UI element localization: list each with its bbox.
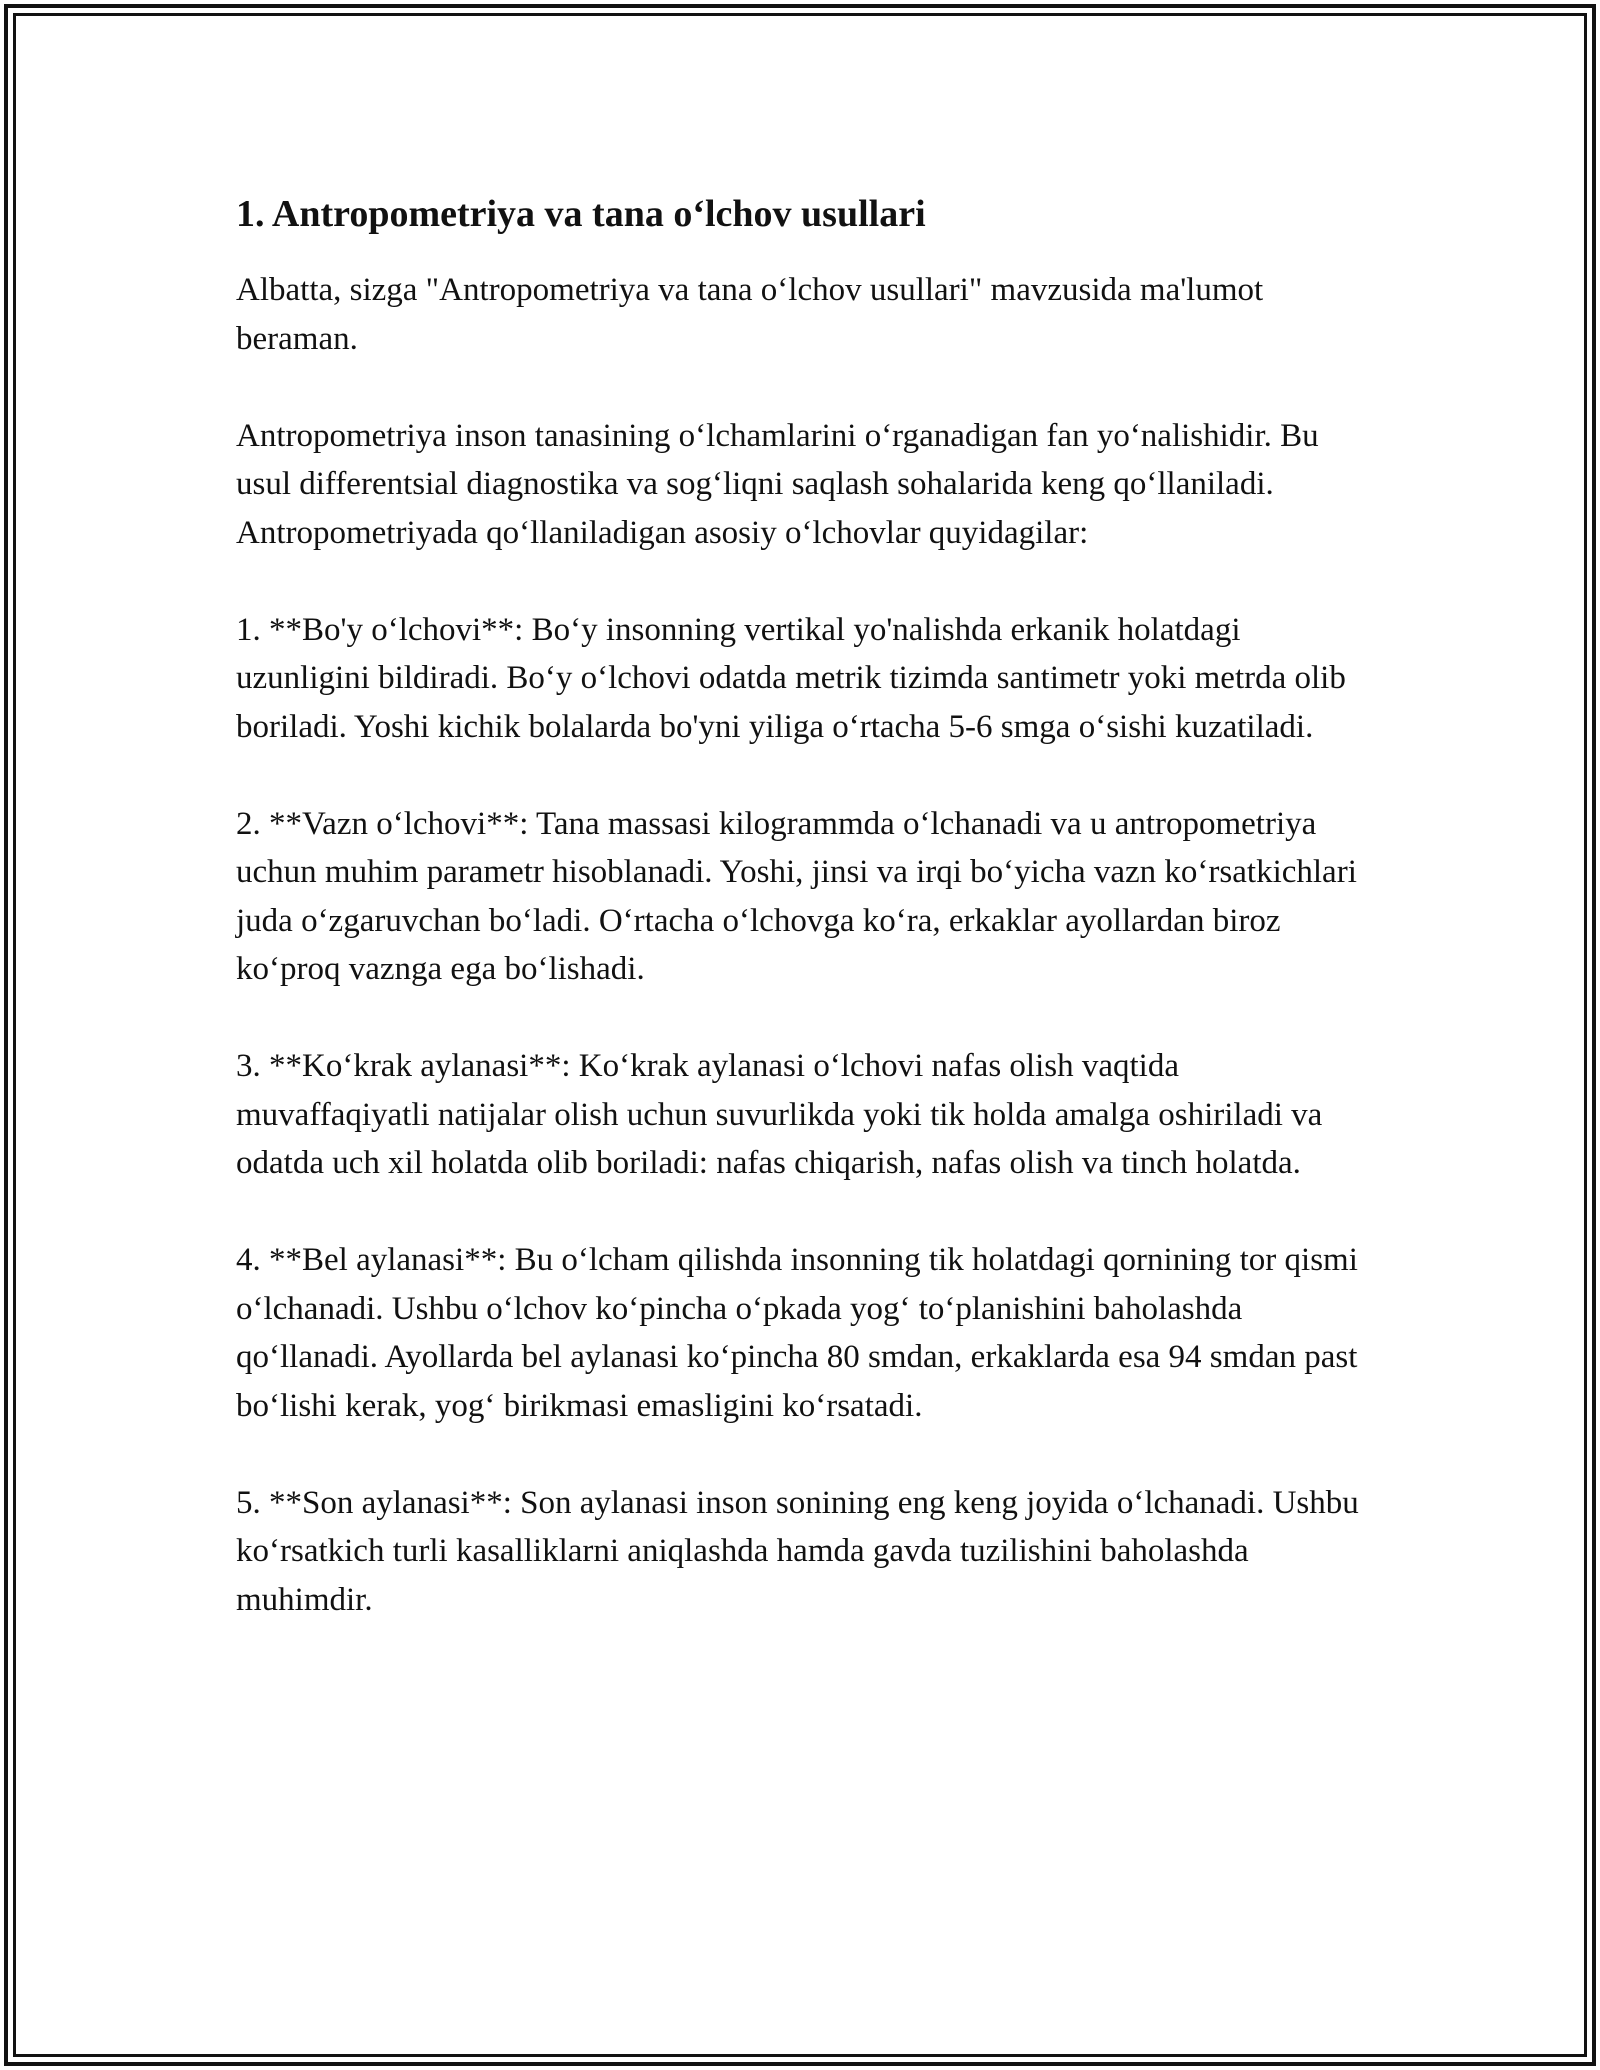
definition-paragraph: Antropometriya inson tanasining o‘lchamlarini o‘rganadigan fan yo‘nalishidir. Bu usul differentsial diagnostika va sog‘liqni saqlash sohalarida keng qo‘llaniladi. Antropometriyada qo‘llaniladigan asosiy o‘lchovlar quyidagilar: — [236, 417, 1319, 551]
height-measurement-paragraph: 1. **Bo'y o‘lchovi**: Bo‘y insonning vertikal yo'nalishda erkanik holatdagi uzunligini bildiradi. Bo‘y o‘lchovi odatda metrik tizimda santimetr yoki metrda olib boriladi. Yoshi kichik bolalarda bo'yni yiliga o‘rtacha 5-6 smga o‘sishi kuzatiladi. — [236, 611, 1346, 745]
chest-circumference-paragraph: 3. **Ko‘krak aylanasi**: Ko‘krak aylanasi o‘lchovi nafas olish vaqtida muvaffaqiyatli natijalar olish uchun suvurlikda yoki tik holda amalga oshiriladi va odatda uch xil holatda olib boriladi: nafas chiqarish, nafas olish va tinch holatda. — [236, 1048, 1323, 1181]
thigh-circumference-paragraph: 5. **Son aylanasi**: Son aylanasi inson sonining eng keng joyida o‘lchanadi. Ushbu ko‘rsatkich turli kasalliklarni aniqlashda hamda gavda tuzilishini baholashda muhimdir. — [236, 1484, 1359, 1618]
waist-circumference-paragraph: 4. **Bel aylanasi**: Bu o‘lcham qilishda insonning tik holatdagi qornining tor qismi o‘lchanadi. Ushbu o‘lchov ko‘pincha o‘pkada yog‘ to‘planishini baholashda qo‘llanadi. Ayollarda bel aylanasi ko‘pincha 80 smdan, erkaklarda esa 94 smdan past bo‘lishi kerak, yog‘ birikmasi emasligini ko‘rsatadi. — [236, 1242, 1358, 1424]
weight-measurement-paragraph: 2. **Vazn o‘lchovi**: Tana massasi kilogrammda o‘lchanadi va u antropometriya uchun muhim parametr hisoblanadi. Yoshi, jinsi va irqi bo‘yicha vazn ko‘rsatkichlari juda o‘zgaruvchan bo‘ladi. O‘rtacha o‘lchovga ko‘ra, erkaklar ayollardan biroz ko‘proq vaznga ega bo‘lishadi. — [236, 805, 1357, 987]
intro-paragraph: Albatta, sizga "Antropometriya va tana o‘lchov usullari" mavzusida ma'lumot beraman. — [236, 272, 1264, 357]
document-title: 1. Antropometriya va tana o‘lchov usullari — [236, 193, 926, 235]
document-body — [236, 188, 1376, 1624]
